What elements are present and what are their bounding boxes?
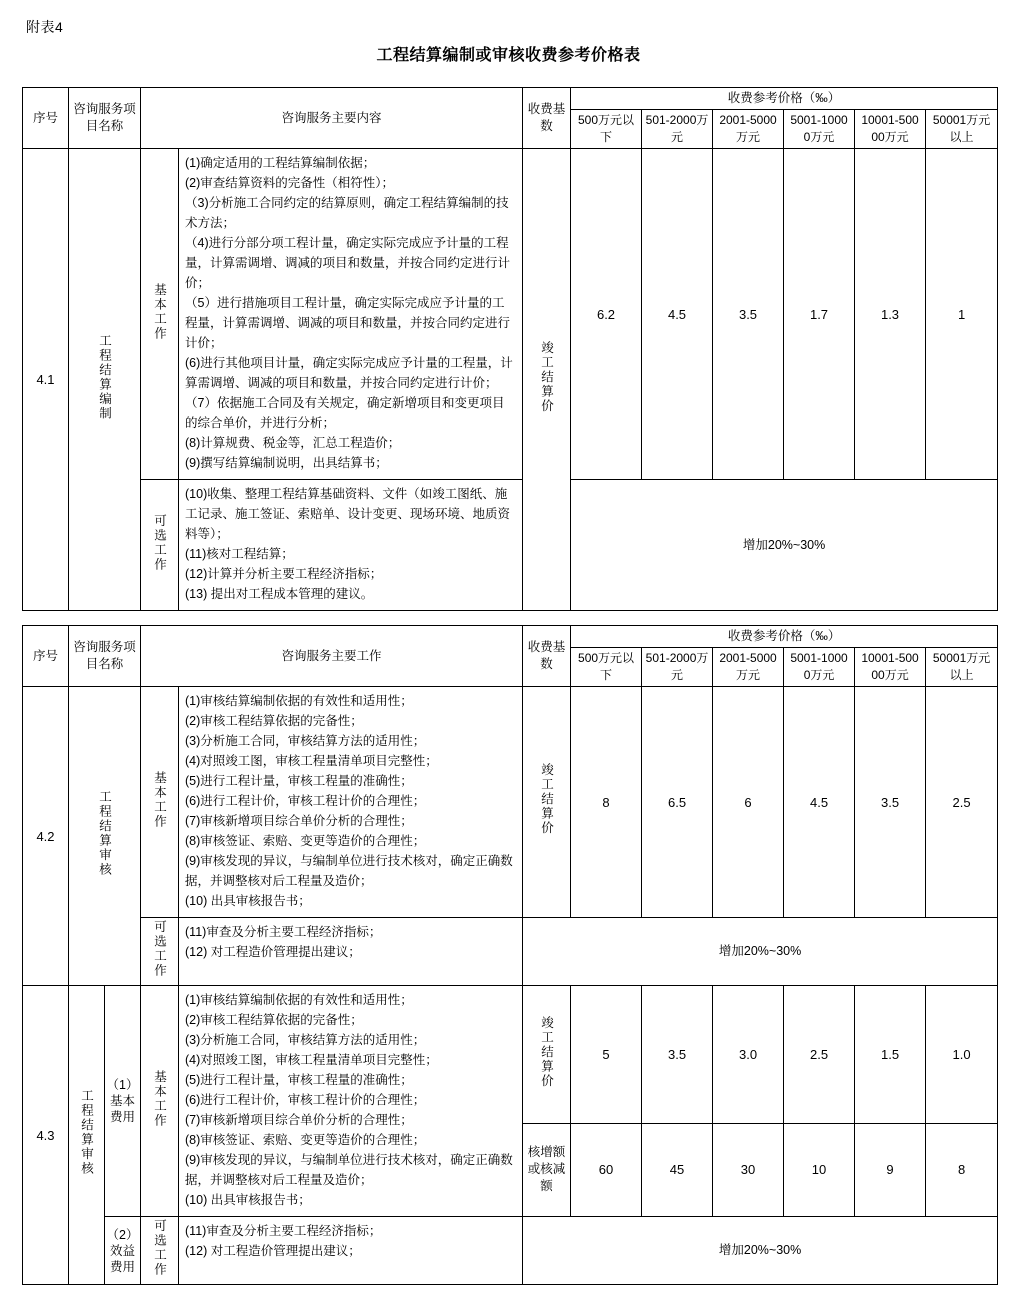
list-item: (8)计算规费、税金等，汇总工程造价； (185, 436, 401, 450)
list-item: (12) 对工程造价管理提出建议； (185, 945, 361, 959)
price-col-3: 2001-5000万元 (713, 110, 784, 149)
list-item: (7)审核新增项目综合单价分析的合理性； (185, 814, 413, 828)
attachment-label: 附表4 (26, 19, 64, 35)
price-value: 10 (784, 1123, 855, 1216)
work-type-optional-text: 可选工作 (152, 1219, 167, 1277)
work-type-optional (141, 1217, 179, 1285)
price-value: 8 (571, 687, 642, 918)
price-value: 8 (926, 1123, 998, 1216)
list-item: (12)计算并分析主要工程经济指标； (185, 567, 383, 581)
price-col-5: 10001-50000万元 (855, 648, 926, 687)
work-type-basic (141, 687, 179, 918)
fee-table-2 (22, 625, 998, 1285)
price-col-6: 50001万元以上 (926, 110, 998, 149)
work-type-optional-text: 可选工作 (152, 513, 167, 572)
row-subitem-b-text (108, 1227, 137, 1275)
row-subitem-a-text (108, 1077, 137, 1125)
list-item: (12) 对工程造价管理提出建议； (185, 1244, 361, 1258)
list-item: (13) 提出对工程成本管理的建议。 (185, 587, 374, 601)
list-item: (3)分析施工合同，审核结算方法的适用性； (185, 734, 426, 748)
price-value: 9 (855, 1123, 926, 1216)
header-item-name: 咨询服务项目名称 (69, 88, 141, 149)
header-fee-base: 收费基数 (523, 626, 571, 687)
optional-note: 增加20%~30% (523, 1217, 998, 1285)
header-item-name: 咨询服务项目名称 (69, 626, 141, 687)
table-row (23, 986, 998, 1124)
list-item: （4)进行分部分项工程计量，确定实际完成应予计量的工程量，计算需调增、调减的项目和数量，并按合同约定进行计价； (185, 236, 511, 290)
list-item: (1)审核结算编制依据的有效性和适用性； (185, 694, 413, 708)
list-item: （7）依据施工合同及有关规定，确定新增项目和变更项目的综合单价，并进行分析； (185, 396, 505, 430)
header-price-group: 收费参考价格（‰） (571, 626, 998, 648)
price-col-4: 5001-10000万元 (784, 110, 855, 149)
list-item: (2)审核工程结算依据的完备性； (185, 714, 363, 728)
price-value: 5 (571, 986, 642, 1124)
list-item: (8)审核签证、索赔、变更等造价的合理性； (185, 1133, 426, 1147)
row-item-name (69, 149, 141, 611)
price-value: 1 (926, 149, 998, 480)
price-value: 30 (713, 1123, 784, 1216)
price-col-5: 10001-50000万元 (855, 110, 926, 149)
table-row-optional (23, 918, 998, 986)
price-value: 3.5 (642, 986, 713, 1124)
price-value: 3.5 (855, 687, 926, 918)
list-item: (1)确定适用的工程结算编制依据； (185, 156, 376, 170)
price-value: 6 (713, 687, 784, 918)
row-no: 4.3 (23, 986, 69, 1285)
fee-base-cell-2: 核增额或核减额 (523, 1123, 571, 1216)
price-value: 3.5 (713, 149, 784, 480)
row-no: 4.2 (23, 687, 69, 986)
list-item: (11)审查及分析主要工程经济指标； (185, 1224, 382, 1238)
header-price-group: 收费参考价格（‰） (571, 88, 998, 110)
basic-work-content (179, 149, 523, 480)
row-item-name (69, 687, 141, 986)
list-item: (5)进行工程计量，审核工程量的准确性； (185, 774, 413, 788)
list-item: (4)对照竣工图，审核工程量清单项目完整性； (185, 1053, 438, 1067)
price-value: 1.3 (855, 149, 926, 480)
list-item: (1)审核结算编制依据的有效性和适用性； (185, 993, 413, 1007)
fee-table-1 (22, 87, 998, 611)
table-header-row (23, 88, 998, 110)
row-item-name (69, 986, 105, 1285)
list-item: (6)进行工程计价，审核工程计价的合理性； (185, 1093, 426, 1107)
header-content: 咨询服务主要工作 (141, 626, 523, 687)
price-value: 1.5 (855, 986, 926, 1124)
price-value: 3.0 (713, 986, 784, 1124)
list-item: (6)进行其他项目计量，确定实际完成应予计量的工程量，计算需调增、调减的项目和数量，并按合同约定进行计价； (185, 356, 513, 390)
work-type-basic (141, 986, 179, 1217)
work-type-optional (141, 480, 179, 611)
price-value: 45 (642, 1123, 713, 1216)
optional-work-content (179, 918, 523, 986)
header-content: 咨询服务主要内容 (141, 88, 523, 149)
price-value: 4.5 (642, 149, 713, 480)
work-type-basic-text: 基本工作 (152, 282, 167, 341)
list-item: (11)审查及分析主要工程经济指标； (185, 925, 382, 939)
list-item: (11)核对工程结算； (185, 547, 294, 561)
page-title: 工程结算编制或审核收费参考价格表 (376, 47, 641, 64)
work-type-basic-text: 基本工作 (152, 1069, 167, 1128)
row-item-name-text: 工程结算审核 (97, 790, 112, 877)
row-subitem-b-label: （2）效益费用 (106, 1227, 139, 1274)
row-subitem-b (105, 1217, 141, 1285)
price-value: 2.5 (784, 986, 855, 1124)
basic-work-content (179, 687, 523, 918)
table-header-row (23, 626, 998, 648)
list-item: (9)审核发现的异议，与编制单位进行技术核对，确定正确数据，并调整核对后工程量及造价； (185, 1153, 513, 1187)
fee-base-text: 竣工结算价 (539, 763, 554, 836)
row-item-name-text: 工程结算审核 (79, 1089, 94, 1176)
header-no: 序号 (23, 626, 69, 687)
list-item: (9)审核发现的异议，与编制单位进行技术核对，确定正确数据，并调整核对后工程量及造价； (185, 854, 513, 888)
list-item: (10) 出具审核报告书； (185, 1193, 311, 1207)
list-item: (3)分析施工合同，审核结算方法的适用性； (185, 1033, 426, 1047)
price-col-1: 500万元以下 (571, 648, 642, 687)
list-item: (5)进行工程计量，审核工程量的准确性； (185, 1073, 413, 1087)
optional-work-content (179, 1217, 523, 1285)
price-col-4: 5001-10000万元 (784, 648, 855, 687)
basic-work-content (179, 986, 523, 1217)
list-item: (8)审核签证、索赔、变更等造价的合理性； (185, 834, 426, 848)
price-col-6: 50001万元以上 (926, 648, 998, 687)
fee-base-text: 竣工结算价 (539, 1015, 554, 1089)
work-type-basic-text: 基本工作 (152, 770, 167, 829)
row-no: 4.1 (23, 149, 69, 611)
table-row-optional (23, 1217, 998, 1285)
price-value: 4.5 (784, 687, 855, 918)
optional-work-content (179, 480, 523, 611)
list-item: (7)审核新增项目综合单价分析的合理性； (185, 1113, 413, 1127)
optional-note: 增加20%~30% (571, 480, 998, 611)
work-type-basic (141, 149, 179, 480)
price-value: 2.5 (926, 687, 998, 918)
price-col-2: 501-2000万元 (642, 110, 713, 149)
list-item: (2)审查结算资料的完备性（相符性）； (185, 176, 395, 190)
price-value: 60 (571, 1123, 642, 1216)
row-subitem-a (105, 986, 141, 1217)
list-item: （3)分析施工合同约定的结算原则，确定工程结算编制的技术方法； (185, 196, 509, 230)
price-value: 6.2 (571, 149, 642, 480)
price-value: 6.5 (642, 687, 713, 918)
price-col-2: 501-2000万元 (642, 648, 713, 687)
price-value: 1.7 (784, 149, 855, 480)
row-item-name-text: 工程结算编制 (97, 333, 112, 421)
row-subitem-a-label: （1）基本费用 (106, 1078, 139, 1124)
list-item: (2)审核工程结算依据的完备性； (185, 1013, 363, 1027)
price-value: 1.0 (926, 986, 998, 1124)
list-item: （5）进行措施项目工程计量，确定实际完成应予计量的工程量，计算需调增、调减的项目和数量，并按合同约定进行计价； (185, 296, 511, 350)
price-col-3: 2001-5000万元 (713, 648, 784, 687)
price-col-1: 500万元以下 (571, 110, 642, 149)
table-row (23, 149, 998, 480)
list-item: (6)进行工程计价，审核工程计价的合理性； (185, 794, 426, 808)
fee-base-cell (523, 687, 571, 918)
work-type-optional-text: 可选工作 (152, 920, 167, 978)
header-fee-base: 收费基数 (523, 88, 571, 149)
list-item: (10)收集、整理工程结算基础资料、文件（如竣工图纸、施工记录、施工签证、索赔单、设计变更、现场环境、地质资料等）； (185, 487, 511, 541)
table-row (23, 687, 998, 918)
fee-base-text: 竣工结算价 (539, 340, 554, 414)
list-item: (4)对照竣工图，审核工程量清单项目完整性； (185, 754, 438, 768)
list-item: (9)撰写结算编制说明，出具结算书； (185, 456, 388, 470)
list-item: (10) 出具审核报告书； (185, 894, 311, 908)
header-no: 序号 (23, 88, 69, 149)
fee-base-cell (523, 149, 571, 611)
table-row-optional (23, 480, 998, 611)
fee-base-cell-1 (523, 986, 571, 1124)
work-type-optional (141, 918, 179, 986)
optional-note: 增加20%~30% (523, 918, 998, 986)
